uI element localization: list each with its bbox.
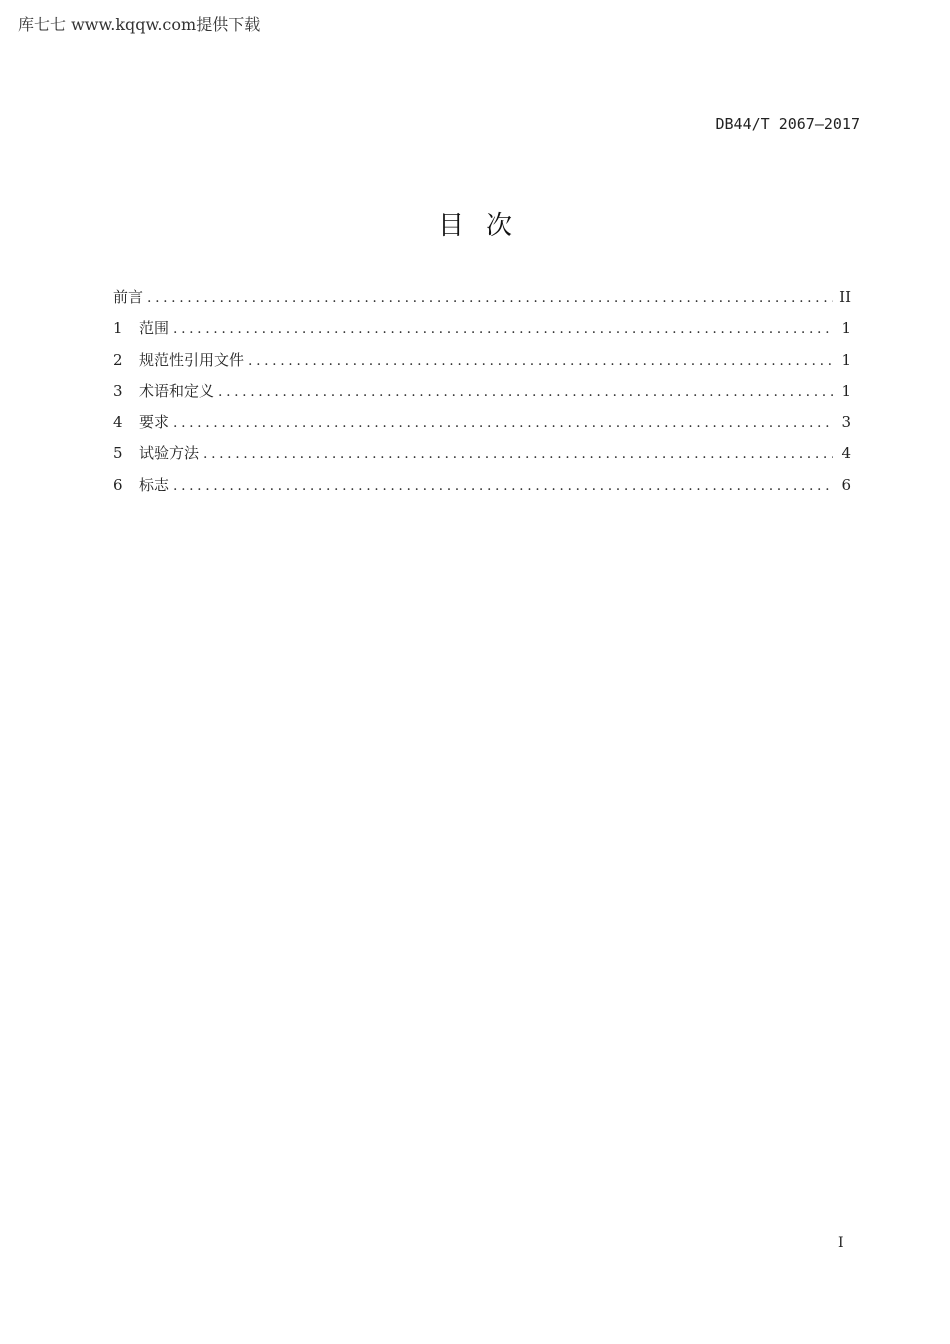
toc-leader-dots — [173, 476, 833, 496]
document-code: DB44/T 2067—2017 — [715, 115, 860, 133]
toc-entry-page: 1 — [841, 381, 851, 400]
toc-leader-dots — [173, 413, 833, 433]
toc-entry-page: 1 — [841, 350, 851, 369]
toc-entry-number: 2 — [113, 350, 123, 369]
toc-leader-dots — [218, 382, 833, 402]
page-number: I — [838, 1235, 844, 1251]
toc-leader-dots — [147, 288, 833, 308]
toc-entry-page: 4 — [841, 444, 851, 463]
table-of-contents — [113, 287, 851, 506]
toc-entry-test-methods[interactable] — [113, 443, 851, 474]
toc-entry-label: 术语和定义 — [139, 381, 215, 400]
toc-entry-number: 3 — [113, 381, 123, 400]
toc-entry-label: 试验方法 — [139, 444, 200, 463]
toc-entry-label: 要求 — [139, 413, 170, 432]
toc-entry-page: 6 — [841, 475, 851, 494]
toc-entry-scope[interactable] — [113, 318, 851, 349]
toc-entry-marking[interactable] — [113, 475, 851, 506]
toc-entry-label: 范围 — [139, 319, 170, 338]
toc-entry-foreword[interactable] — [113, 287, 851, 318]
toc-leader-dots — [173, 319, 833, 339]
toc-entry-number: 5 — [113, 444, 123, 463]
toc-entry-normative-references[interactable] — [113, 350, 851, 381]
toc-entry-page: 1 — [841, 319, 851, 338]
toc-entry-label: 标志 — [139, 475, 170, 494]
toc-entry-page: II — [839, 288, 851, 306]
toc-leader-dots — [203, 444, 833, 464]
toc-entry-number: 4 — [113, 413, 123, 432]
toc-entry-number: 6 — [113, 475, 123, 494]
toc-entry-requirements[interactable] — [113, 412, 851, 443]
toc-entry-number: 1 — [113, 319, 123, 338]
toc-leader-dots — [248, 351, 833, 371]
page-title: 目次 — [437, 211, 534, 241]
watermark-text: 库七七 www.kqqw.com提供下载 — [18, 15, 261, 34]
toc-entry-label: 规范性引用文件 — [139, 350, 245, 369]
toc-entry-label: 前言 — [113, 288, 144, 306]
toc-entry-terms-definitions[interactable] — [113, 381, 851, 412]
toc-entry-page: 3 — [841, 413, 851, 432]
